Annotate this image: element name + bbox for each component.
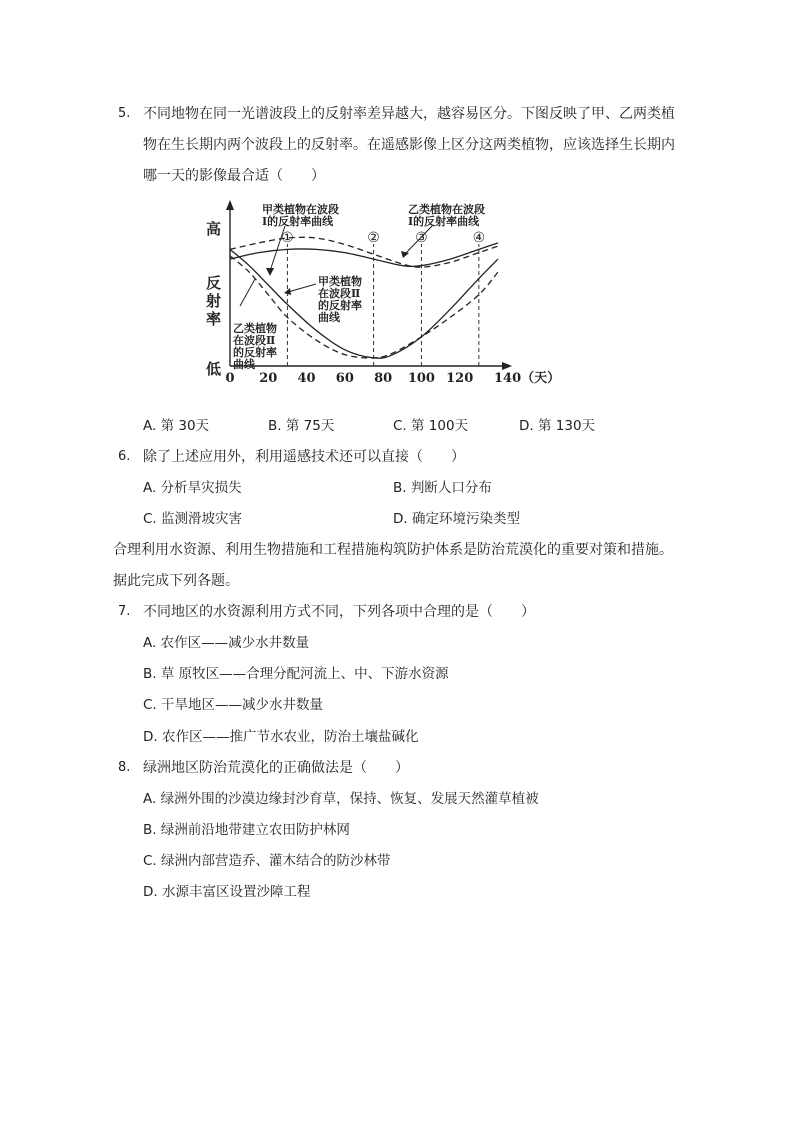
- y-axis-label-char: 射: [206, 292, 222, 310]
- ann-jia2-line: 在波段Ⅱ: [318, 287, 361, 300]
- ann-yi2-line: 乙类植物: [233, 322, 277, 335]
- ann-jia2-line: 曲线: [318, 311, 340, 324]
- question-5-number: 5.: [118, 106, 131, 121]
- q5-option-c[interactable]: C. 第 100天: [393, 418, 469, 434]
- question-8-number: 8.: [118, 760, 131, 775]
- y-axis-label: [206, 274, 221, 328]
- q5-option-d[interactable]: D. 第 130天: [519, 418, 596, 434]
- leader-jia-band2-arrow: [284, 288, 291, 295]
- annotation-yi-band2: [233, 321, 277, 371]
- marker-label-day-30: ①: [281, 230, 294, 246]
- y-label-low: 低: [206, 360, 222, 378]
- q8-option-b[interactable]: B. 绿洲前沿地带建立农田防护林网: [143, 822, 350, 838]
- x-tick-label: 20: [259, 371, 278, 386]
- y-axis-label-char: 反: [206, 274, 222, 292]
- y-axis-arrow: [226, 200, 234, 210]
- q7-option-c[interactable]: C. 干旱地区——减少水井数量: [143, 697, 324, 713]
- ann-yi1-line: 乙类植物在波段: [408, 203, 485, 216]
- x-tick-label: 100: [407, 371, 435, 386]
- q5-option-a[interactable]: A. 第 30天: [143, 418, 210, 434]
- q8-option-c[interactable]: C. 绿洲内部营造乔、灌木结合的防沙林带: [143, 853, 391, 869]
- question-7-stem: 不同地区的水资源利用方式不同，下列各项中合理的是（ ）: [143, 604, 535, 620]
- ann-yi1-line: Ⅰ的反射率曲线: [408, 215, 480, 228]
- leader-yi-band2: [240, 279, 255, 306]
- q7-option-a[interactable]: A. 农作区——减少水井数量: [143, 635, 310, 651]
- q6-option-d[interactable]: D. 确定环境污染类型: [393, 511, 520, 527]
- x-tick-label: 40: [297, 371, 316, 386]
- reflectance-chart: [200, 196, 570, 396]
- ann-jia1-line: 甲类植物在波段: [262, 203, 339, 216]
- x-tick-label: 0: [225, 371, 235, 386]
- marker-label-day-130: ④: [472, 230, 486, 246]
- q8-option-d[interactable]: D. 水源丰富区设置沙障工程: [143, 884, 311, 900]
- ann-jia2-line: 甲类植物: [318, 275, 362, 288]
- leader-jia-band1-arrow: [266, 268, 274, 276]
- y-axis-label-char: 率: [206, 310, 222, 328]
- q7-option-b[interactable]: B. 草 原牧区——合理分配河流上、中、下游水资源: [143, 666, 449, 682]
- q6-option-a[interactable]: A. 分析旱灾损失: [143, 480, 242, 496]
- q6-option-c[interactable]: C. 监测滑坡灾害: [143, 511, 243, 527]
- q6-option-b[interactable]: B. 判断人口分布: [393, 480, 492, 496]
- ann-yi2-line: 曲线: [233, 358, 255, 371]
- series-yi-band1: [230, 237, 498, 267]
- section-intro-line-2: 据此完成下列各题。: [113, 573, 239, 589]
- annotation-jia-band2: [318, 274, 362, 324]
- q7-option-d[interactable]: D. 农作区——推广节水农业，防治土壤盐碱化: [143, 729, 419, 745]
- ann-jia1-line: Ⅰ的反射率曲线: [262, 215, 334, 228]
- ann-yi2-line: 的反射率: [233, 346, 277, 359]
- question-7-number: 7.: [118, 604, 131, 619]
- question-5-stem-line-1: 不同地物在同一光谱波段上的反射率差异越大，越容易区分。下图反映了甲、乙两类植: [143, 106, 675, 122]
- x-tick-label: 120: [446, 371, 474, 386]
- q5-option-b[interactable]: B. 第 75天: [268, 418, 335, 434]
- x-tick-label: 140（天）: [494, 371, 561, 386]
- x-tick-label: 60: [335, 371, 354, 386]
- q8-option-a[interactable]: A. 绿洲外围的沙漠边缘封沙育草，保持、恢复、发展天然灌草植被: [143, 791, 539, 807]
- annotation-jia-band1: [262, 202, 339, 228]
- question-8-stem: 绿洲地区防治荒漠化的正确做法是（ ）: [143, 760, 409, 776]
- series-jia-band1: [230, 243, 498, 266]
- question-5-stem-line-3: 哪一天的影像最合适（ ）: [143, 168, 325, 184]
- marker-label-day-75: ②: [367, 230, 380, 246]
- leader-yi-band1-arrow: [401, 251, 409, 258]
- question-6-stem: 除了上述应用外，利用遥感技术还可以直接（ ）: [143, 449, 465, 465]
- question-5-stem-line-2: 物在生长期内两个波段上的反射率。在遥感影像上区分这两类植物，应该选择生长期内: [143, 137, 675, 153]
- leader-jia-band1: [270, 226, 285, 271]
- leader-jia-band2: [288, 284, 316, 292]
- ann-yi2-line: 在波段Ⅱ: [233, 334, 276, 347]
- x-axis-arrow: [502, 362, 512, 370]
- y-label-high: 高: [206, 220, 222, 238]
- marker-label-day-100: ③: [415, 230, 428, 246]
- question-6-number: 6.: [118, 449, 131, 464]
- annotation-yi-band1: [408, 202, 485, 228]
- section-intro-line-1: 合理利用水资源、利用生物措施和工程措施构筑防护体系是防治荒漠化的重要对策和措施。: [113, 542, 673, 558]
- x-tick-label: 80: [374, 371, 393, 386]
- ann-jia2-line: 的反射率: [318, 299, 362, 312]
